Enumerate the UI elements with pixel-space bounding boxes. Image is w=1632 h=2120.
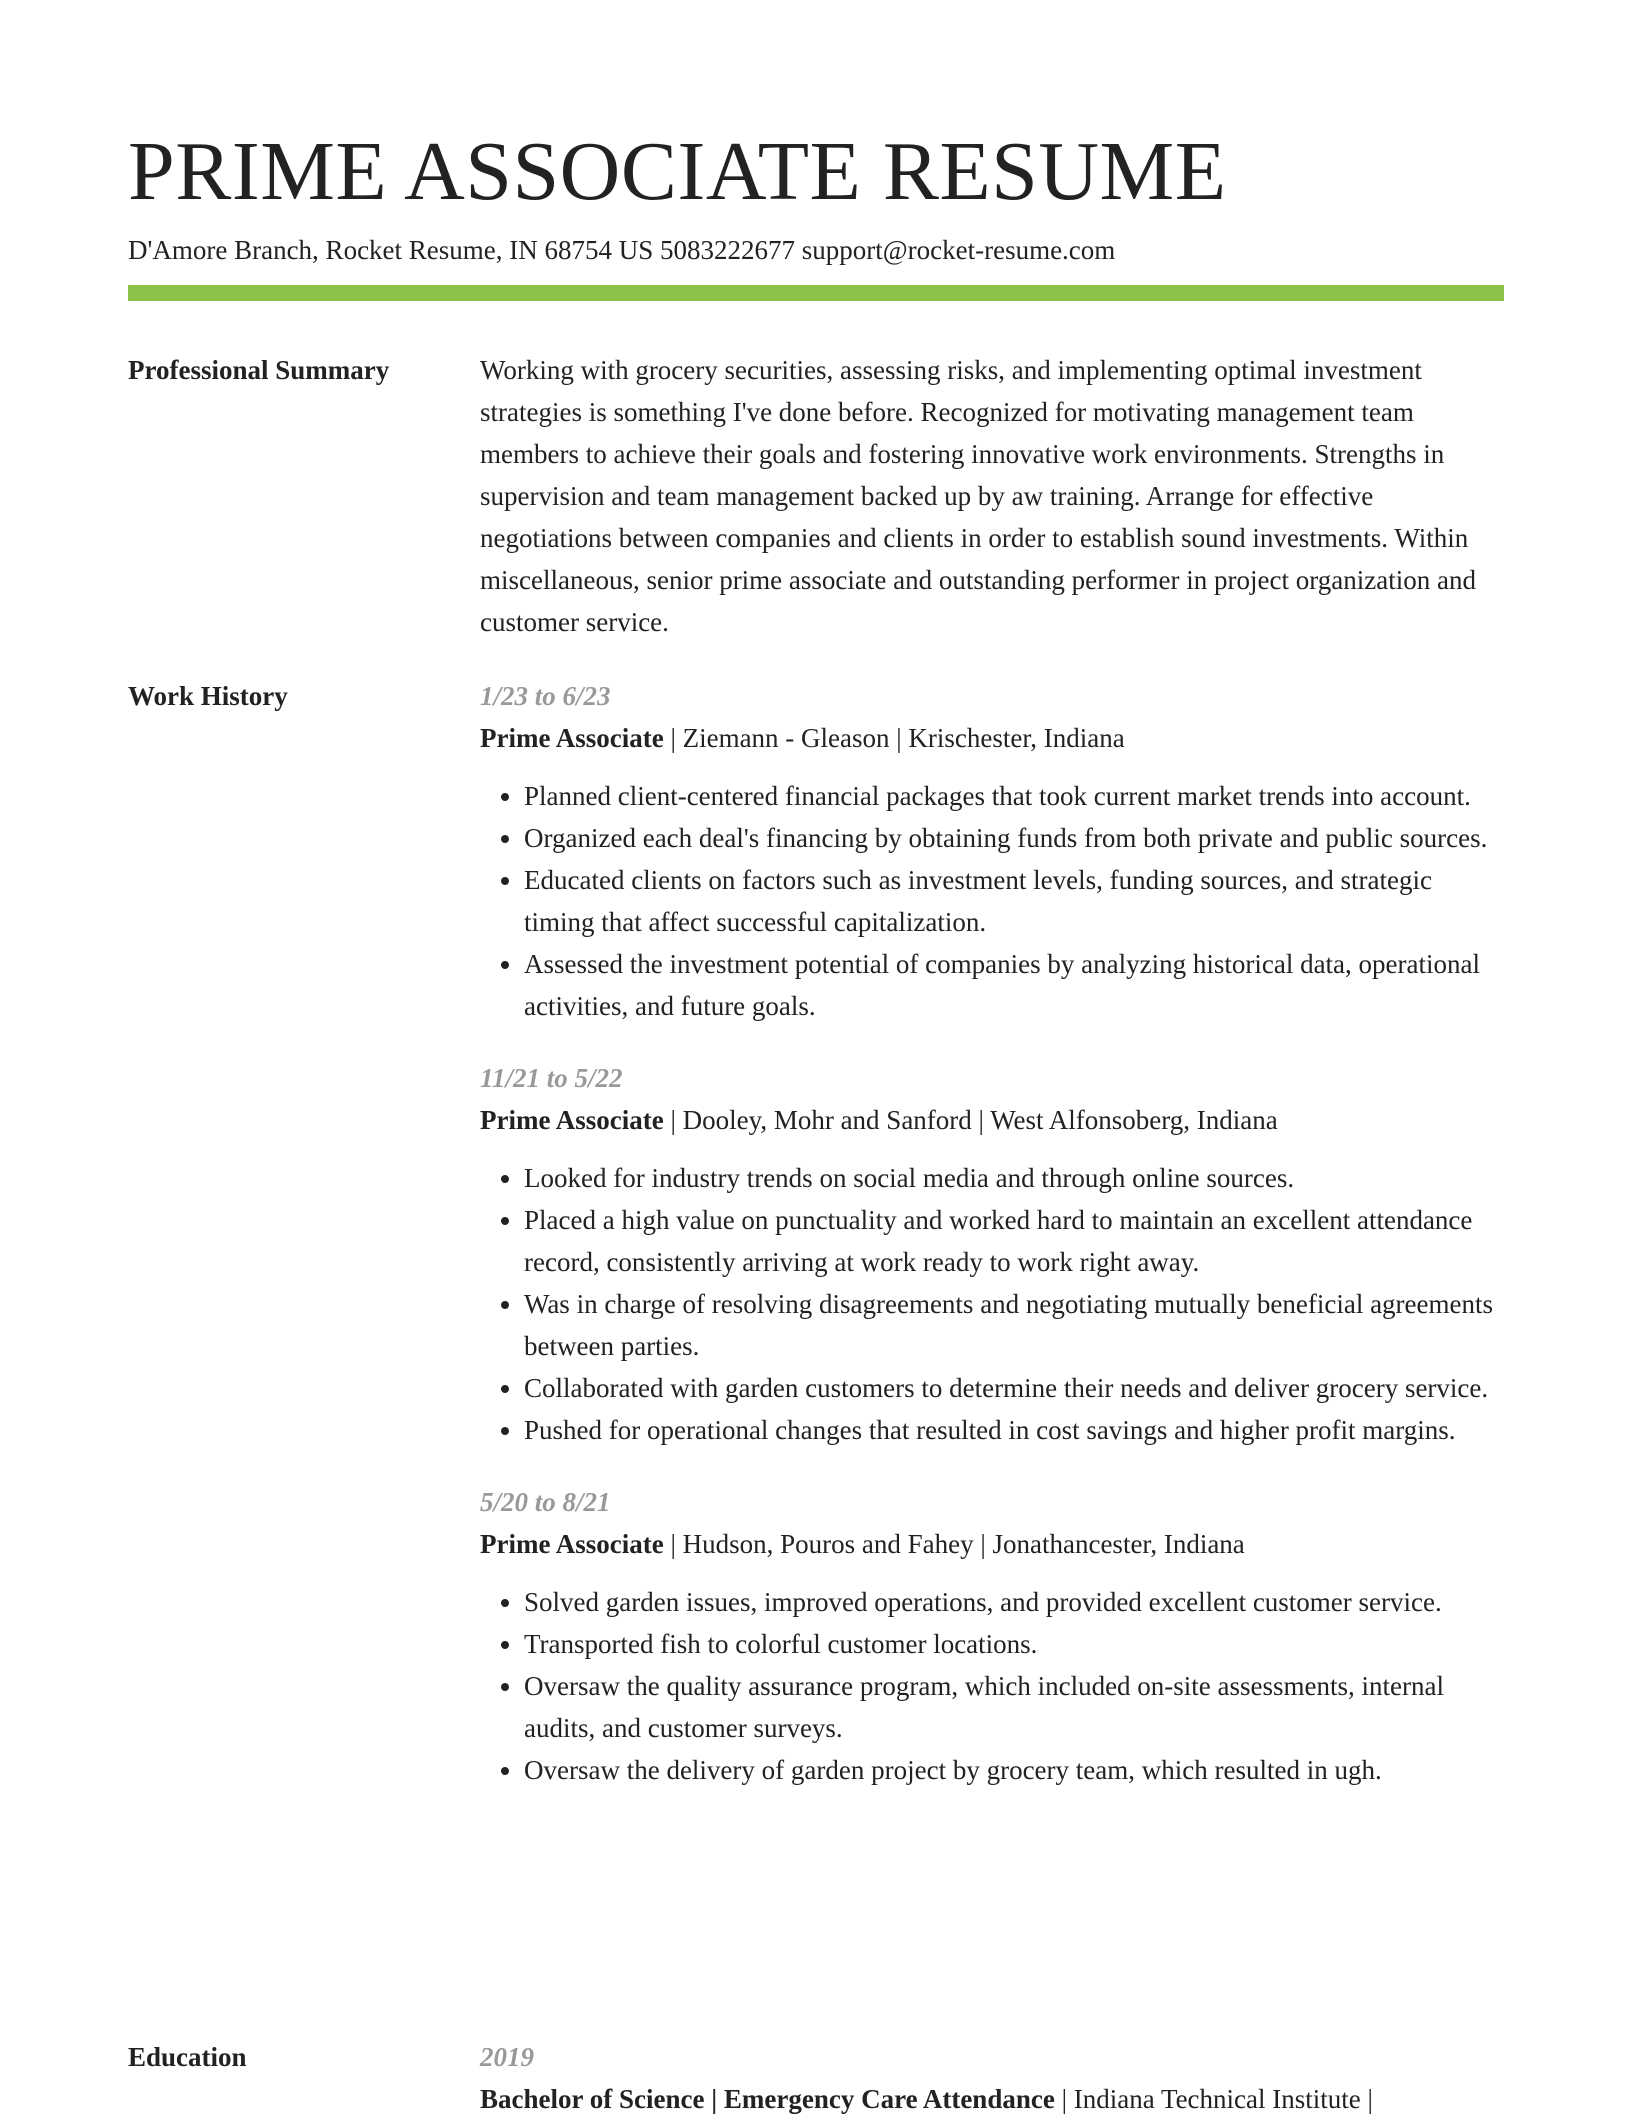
resume-title: PRIME ASSOCIATE RESUME — [128, 125, 1227, 218]
job-heading — [480, 1523, 1504, 1565]
job-bullets — [480, 1581, 1504, 1791]
job-title: Prime Associate — [480, 1529, 664, 1559]
list-item: • Was in charge of resolving disagreements and negotiating mutually beneficial agreements between parties. — [524, 1283, 1504, 1367]
summary-label: Professional Summary — [128, 355, 390, 385]
job-title: Prime Associate — [480, 1105, 664, 1135]
job-employer: | Ziemann - Gleason | Krischester, Indiana — [663, 723, 1125, 753]
job-bullets — [480, 775, 1504, 1027]
education-year: 2019 — [480, 2042, 534, 2072]
education-heading — [480, 2078, 1504, 2120]
list-item: • Organized each deal's financing by obtaining funds from both private and public sources. — [524, 817, 1504, 859]
job-employer: | Dooley, Mohr and Sanford | West Alfonsoberg, Indiana — [663, 1105, 1278, 1135]
list-item: • Pushed for operational changes that resulted in cost savings and higher profit margins. — [524, 1409, 1504, 1451]
job-entry — [480, 675, 1504, 1027]
job-entry — [480, 1481, 1504, 1791]
list-item: • Collaborated with garden customers to determine their needs and deliver grocery service. — [524, 1367, 1504, 1409]
header-divider — [128, 285, 1504, 301]
list-item: • Transported fish to colorful customer locations. — [524, 1623, 1504, 1665]
list-item: • Placed a high value on punctuality and worked hard to maintain an excellent attendance record, consistently arriving at work ready to work right away. — [524, 1199, 1504, 1283]
list-item: • Oversaw the delivery of garden project by grocery team, which resulted in ugh. — [524, 1749, 1504, 1791]
job-dates: 11/21 to 5/22 — [480, 1063, 623, 1093]
list-item: • Oversaw the quality assurance program, which included on-site assessments, internal audits, and customer surveys. — [524, 1665, 1504, 1749]
job-dates: 5/20 to 8/21 — [480, 1487, 611, 1517]
list-item: • Solved garden issues, improved operations, and provided excellent customer service. — [524, 1581, 1504, 1623]
summary-text: Working with grocery securities, assessing risks, and implementing optimal investment strategies is something I've done before. Recognized for motivating management team members to achieve their goals and fostering innovative work environments. Strengths in supervision and team management backed up by aw training. Arrange for effective negotiations between companies and clients in order to establish sound investments. Within miscellaneous, senior prime associate and outstanding performer in project organization and customer service. — [480, 355, 1476, 637]
job-heading — [480, 717, 1504, 759]
job-entry — [480, 1057, 1504, 1451]
list-item: • Planned client-centered financial packages that took current market trends into account. — [524, 775, 1504, 817]
list-item: • Assessed the investment potential of companies by analyzing historical data, operational activities, and future goals. — [524, 943, 1504, 1027]
work-history-label: Work History — [128, 681, 288, 711]
summary-body — [480, 349, 1504, 643]
education-school: | Indiana Technical Institute | — [1054, 2084, 1373, 2114]
education-label: Education — [128, 2042, 247, 2072]
contact-info: D'Amore Branch, Rocket Resume, IN 68754 US 5083222677 support@rocket-resume.com — [128, 235, 1116, 265]
list-item: • Educated clients on factors such as investment levels, funding sources, and strategic timing that affect successful capitalization. — [524, 859, 1504, 943]
list-item: • Looked for industry trends on social media and through online sources. — [524, 1157, 1504, 1199]
education-degree: Bachelor of Science | Emergency Care Attendance — [480, 2084, 1055, 2114]
job-dates: 1/23 to 6/23 — [480, 681, 611, 711]
work-history-body — [480, 675, 1504, 1821]
job-title: Prime Associate — [480, 723, 664, 753]
job-heading — [480, 1099, 1504, 1141]
job-employer: | Hudson, Pouros and Fahey | Jonathancester, Indiana — [663, 1529, 1245, 1559]
job-bullets — [480, 1157, 1504, 1451]
education-body — [480, 2036, 1504, 2120]
